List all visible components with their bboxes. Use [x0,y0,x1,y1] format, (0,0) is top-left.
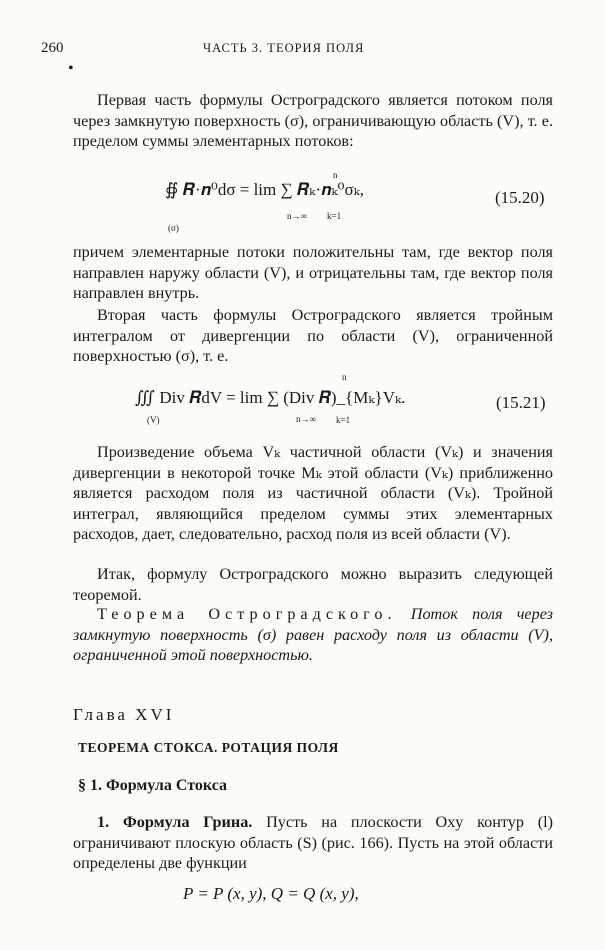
green-formula-text: Пусть на плоскости Oxy контур (l) ограничивают плоскую область (S) (рис. 166). Пусть на этой области определены две функции [73,813,553,873]
eq2-lim-sub: n→∞ [296,414,316,424]
paragraph-triple-integral: Вторая часть формулы Остроградского является тройным интегралом от дивергенции по области (V), ограниченной поверхностью (σ), т. е. [73,306,553,366]
paragraph-green [73,812,553,874]
equation-15-20-body: ∯ 𝑹·𝒏⁰dσ = lim ∑ 𝑹ₖ·𝒏ₖ⁰σₖ, [165,180,365,199]
stray-dot: • [68,60,74,77]
theorem-label: Теорема Остроградского. [97,605,397,623]
paragraph-elementary-fluxes: причем элементарные потоки положительны там, где вектор поля направлен наружу области (V), и отрицательны там, где вектор поля направлен внутрь. [73,243,553,303]
paragraph-flux: Первая часть формулы Остроградского является потоком поля через замкнутую поверхность (σ), ограничивающую область (V), т. е. пределом суммы элементарных потоков: [73,91,553,151]
section-heading: § 1. Формула Стокса [78,777,227,794]
equation-functions: P = P (x, y), Q = Q (x, y), [183,884,359,903]
equation-15-21-body: ∭ Div 𝑹dV = lim ∑ (Div 𝑹)_{Mₖ}Vₖ. [135,388,406,407]
eq1-sum-top: n [333,170,338,180]
equation-number-15-21: (15.21) [496,393,546,412]
eq1-sum-bottom: k=1 [327,211,342,221]
chapter-title: ТЕОРЕМА СТОКСА. РОТАЦИЯ ПОЛЯ [78,740,339,755]
equation-number-15-20: (15.20) [495,188,545,207]
paragraph-discharge: Произведение объема Vₖ частичной области (Vₖ) и значения дивергенции в некоторой точке Mₖ этой области (Vₖ) приближенно является расходом поля из частичной области (Vₖ). Тройной интеграл, являющийся пределом суммы этих элементарных расходов, дает, следовательно, расход поля из всей области (V). [73,443,553,544]
green-formula-lead: 1. Формула Грина. [97,813,253,831]
theorem-text: Поток поля через замкнутую поверхность (σ) равен расходу поля из области (V), ограниченной этой поверхностью. [73,605,553,665]
eq2-integral-sub: (V) [147,415,160,425]
eq1-integral-sub: (σ) [168,223,179,233]
page-number: 260 [41,40,64,56]
eq1-lim-sub: n→∞ [287,211,307,221]
eq2-sum-bottom: k=1 [336,415,351,425]
eq2-sum-top: n [342,372,347,382]
chapter-number: Глава XVI [73,705,175,724]
theorem [73,604,553,666]
paragraph-thus: Итак, формулу Остроградского можно выразить следующей теоремой. [73,565,553,604]
running-head: ЧАСТЬ 3. ТЕОРИЯ ПОЛЯ [203,41,365,55]
